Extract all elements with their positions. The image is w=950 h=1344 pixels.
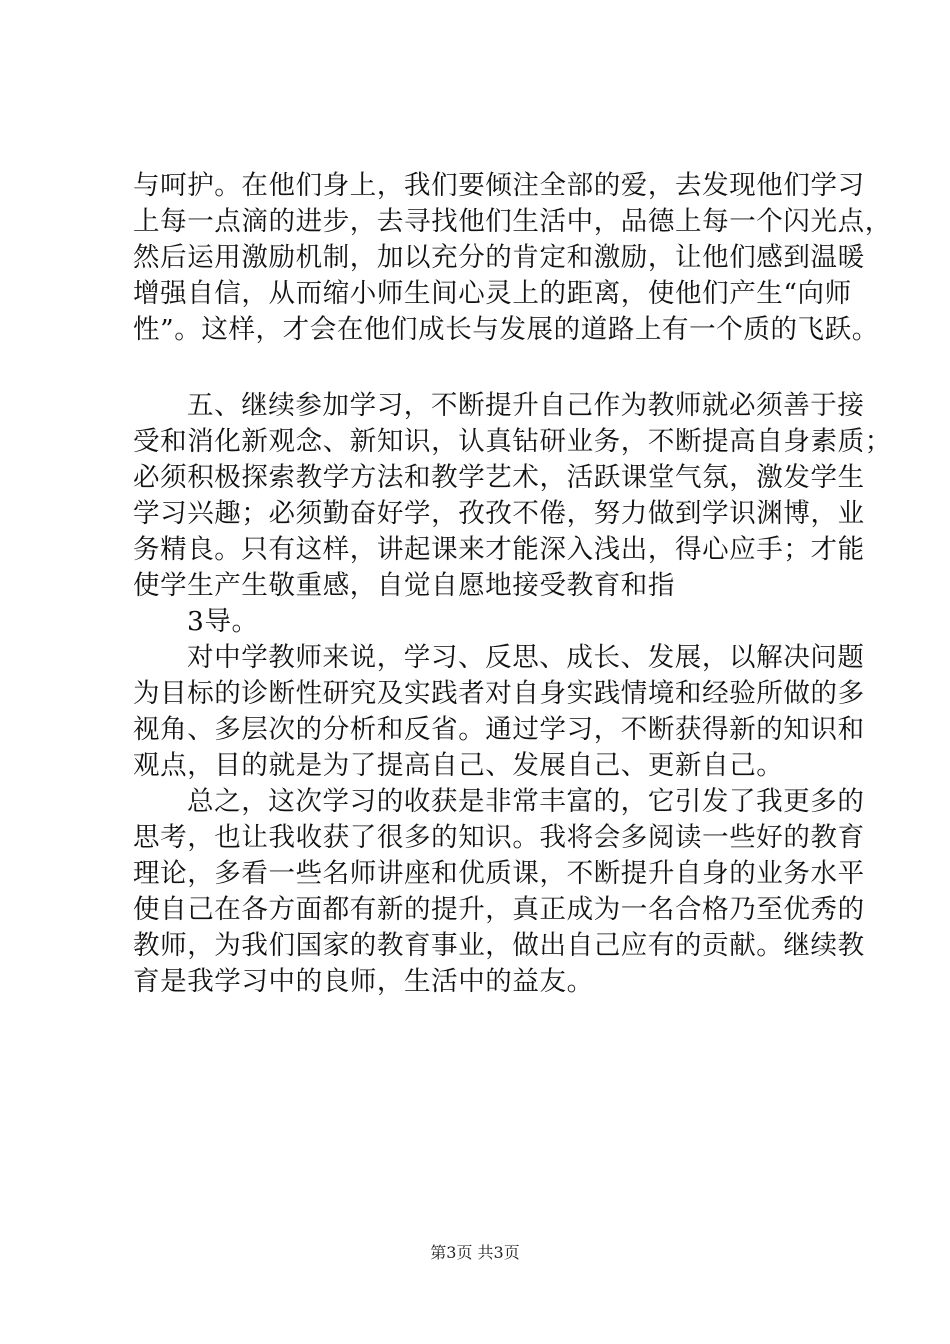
text-line: 性”。这样，才会在他们成长与发展的道路上有一个质的飞跃。 <box>133 314 879 345</box>
text-line: 对中学教师来说，学习、反思、成长、发展，以解决问题 <box>187 642 865 673</box>
document-body <box>133 168 892 1000</box>
text-line: 然后运用激励机制，加以充分的肯定和激励，让他们感到温暖 <box>133 242 865 273</box>
text-line: 视角、多层次的分析和反省。通过学习，不断获得新的知识和 <box>133 714 865 745</box>
paragraph-care <box>133 168 892 348</box>
text-line: 为目标的诊断性研究及实践者对自身实践情境和经验所做的多 <box>133 678 865 709</box>
text-line: 务精良。只有这样，讲起课来才能深入浅出，得心应手；才能 <box>133 534 865 565</box>
paragraph-continue-learning <box>133 388 892 640</box>
text-line: 理论，多看一些名师讲座和优质课，不断提升自身的业务水平 <box>133 858 865 889</box>
paragraph-gap <box>133 348 833 388</box>
text-line: 教师，为我们国家的教育事业，做出自己应有的贡献。继续教 <box>133 930 865 961</box>
paragraph-reflection <box>133 640 865 784</box>
page-number-footer: 第3页 共3页 <box>430 1243 520 1262</box>
text-line: 必须积极探索教学方法和教学艺术，活跃课堂气氛，激发学生 <box>133 462 865 493</box>
text-line: 上每一点滴的进步，去寻找他们生活中，品德上每一个闪光点， <box>133 206 892 237</box>
text-line: 五、继续参加学习，不断提升自己作为教师就必须善于接 <box>187 390 865 421</box>
text-line: 3导。 <box>187 606 259 637</box>
text-line: 受和消化新观念、新知识，认真钻研业务，不断提高自身素质； <box>133 426 892 457</box>
text-line: 与呵护。在他们身上，我们要倾注全部的爱，去发现他们学习 <box>133 170 865 201</box>
paragraph-conclusion <box>133 784 865 1000</box>
text-line: 思考，也让我收获了很多的知识。我将会多阅读一些好的教育 <box>133 822 865 853</box>
text-line: 使学生产生敬重感，自觉自愿地接受教育和指 <box>133 570 675 601</box>
text-line: 观点，目的就是为了提高自己、发展自己、更新自己。 <box>133 750 784 781</box>
text-line: 学习兴趣；必须勤奋好学，孜孜不倦，努力做到学识渊博，业 <box>133 498 865 529</box>
text-line: 增强自信，从而缩小师生间心灵上的距离，使他们产生“向师 <box>133 278 852 309</box>
text-line: 育是我学习中的良师，生活中的益友。 <box>133 966 594 997</box>
text-line: 总之，这次学习的收获是非常丰富的，它引发了我更多的 <box>187 786 865 817</box>
text-line: 使自己在各方面都有新的提升，真正成为一名合格乃至优秀的 <box>133 894 865 925</box>
